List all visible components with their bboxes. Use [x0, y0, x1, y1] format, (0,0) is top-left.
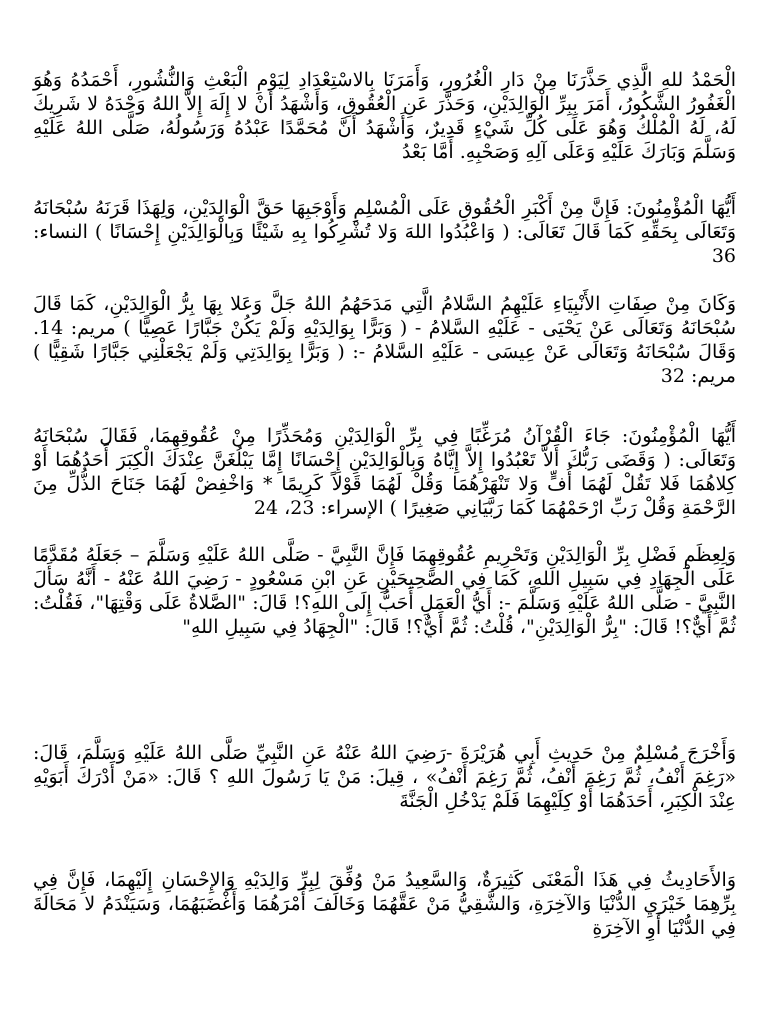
paragraph-prophets-kindness: وَكَانَ مِنْ صِفَاتِ الأَنْبِيَاءِ عَلَيْهِمُ السَّلامُ الَّتِي مَدَحَهُمُ اللهُ جَلَّ وَعَلا بِهَا بِرُّ الْوَالِدَيْنِ، كَمَا قَالَ سُبْحَانَهُ وَتَعَالَى عَنْ يَحْيَى - عَلَيْهِ السَّلامُ - ( وَبَرًّا بِوَالِدَيْهِ وَلَمْ يَكُنْ جَبَّارًا عَصِيًّا ) مريم: 14. وَقَالَ سُبْحَانَهُ وَتَعَالَى عَنْ عِيسَى - عَلَيْهِ السَّلامُ -: ( وَبَرًّا بِوَالِدَتِي وَلَمْ يَجْعَلْنِي جَبَّارًا شَقِيًّا ) مريم: 32 [33, 293, 736, 387]
paragraph-closing: وَالأَحَادِيثُ فِي هَذَا الْمَعْنَى كَثِيرَةٌ، وَالسَّعِيدُ مَنْ وُفِّقَ لِبِرِّ وَالِدَيْهِ وَالإِحْسَانِ إِلَيْهِمَا، فَإِنَّ فِي بِرِّهِمَا خَيْرَيِ الدُّنْيَا وَالآخِرَةِ، وَالشَّقِيُّ مَنْ عَقَّهُمَا وَخَالَفَ أَمْرَهُمَا وَأَغْضَبَهُمَا، وَسَيَنْدَمُ لا مَحَالَةَ فِي الدُّنْيَا أَوِ الآخِرَةِ [33, 869, 736, 939]
paragraph-rights-of-parents: أَيُّهَا الْمُؤْمِنُونَ: فَإِنَّ مِنْ أَكْبَرِ الْحُقُوقِ عَلَى الْمُسْلِمِ وَأَوْجَبِهَا حَقَّ الْوَالِدَيْنِ، وَلِهَذَا قَرَنَهُ سُبْحَانَهُ وَتَعَالَى بِحَقِّهِ كَمَا قَالَ تَعَالَى: ( وَاعْبُدُوا اللهَ وَلا تُشْرِكُوا بِهِ شَيْئًا وَبِالْوَالِدَيْنِ إِحْسَانًا ) النساء: 36 [33, 197, 736, 267]
paragraph-quran-verses: أَيُّهَا الْمُؤْمِنُونَ: جَاءَ الْقُرْآنُ مُرَغِّبًا فِي بِرِّ الْوَالِدَيْنِ وَمُحَذِّرًا مِنْ عُقُوقِهِمَا، فَقَالَ سُبْحَانَهُ وَتَعَالَى: ( وَقَضَى رَبُّكَ أَلاَّ تَعْبُدُوا إِلاَّ إِيَّاهُ وَبِالْوَالِدَيْنِ إِحْسَانًا إِمَّا يَبْلُغَنَّ عِنْدَكَ الْكِبَرَ أَحَدُهُمَا أَوْ كِلاهُمَا فَلا تَقُلْ لَهُمَا أُفٍّ وَلا تَنْهَرْهُمَا وَقُلْ لَهُمَا قَوْلاً كَرِيمًا * وَاخْفِضْ لَهُمَا جَنَاحَ الذُّلِّ مِنَ الرَّحْمَةِ وَقُلْ رَبِّ ارْحَمْهُمَا كَمَا رَبَّيَانِي صَغِيرًا ) الإسراء: 23، 24 [33, 425, 736, 519]
paragraph-hadith-ibn-masud: وَلِعِظَمِ فَضْلِ بِرِّ الْوَالِدَيْنِ وَتَحْرِيمِ عُقُوقِهِمَا فَإِنَّ النَّبِيَّ - صَلَّى اللهُ عَلَيْهِ وَسَلَّمَ – جَعَلَهُ مُقَدَّمًا عَلَى الْجِهَادِ فِي سَبِيلِ اللهِ، كَمَا فِي الصَّحِيحَيْنِ عَنِ ابْنِ مَسْعُودٍ - رَضِيَ اللهُ عَنْهُ - أَنَّهُ سَأَلَ النَّبِيَّ - صَلَّى اللهُ عَلَيْهِ وَسَلَّمَ -: أَيُّ الْعَمَلِ أَحَبُّ إِلَى اللهِ؟! قَالَ: "الصَّلاةُ عَلَى وَقْتِهَا"، فَقُلْتُ: ثُمَّ أَيٌّ؟! قَالَ: "بِرُّ الْوَالِدَيْنِ"، قُلْتُ: ثُمَّ أَيٌّ؟! قَالَ: "الْجِهَادُ فِي سَبِيلِ اللهِ" [33, 544, 736, 638]
paragraph-opening-praise: الْحَمْدُ للهِ الَّذِي حَذَّرَنَا مِنْ دَارِ الْغُرُورِ، وَأَمَرَنَا بِالاسْتِعْدَادِ لِيَوْمِ الْبَعْثِ وَالنُّشُورِ، أَحْمَدُهُ وَهُوَ الْغَفُورُ الشَّكُورُ، أَمَرَ بِبِرِّ الْوَالِدَيْنِ، وَحَذَّرَ عَنِ الْعُقُوقِ، وَأَشْهَدُ أَنْ لا إِلَهَ إِلاَّ اللهُ وَحْدَهُ لا شَرِيكَ لَهُ، لَهُ الْمُلْكُ وَهُوَ عَلَى كُلِّ شَيْءٍ قَدِيرٌ، وَأَشْهَدُ أَنَّ مُحَمَّدًا عَبْدُهُ وَرَسُولُهُ، صَلَّى اللهُ عَلَيْهِ وَسَلَّمَ وَبَارَكَ عَلَيْهِ وَعَلَى آلِهِ وَصَحْبِهِ. أَمَّا بَعْدُ [33, 69, 736, 163]
paragraph-hadith-abu-hurayrah: وَأَخْرَجَ مُسْلِمٌ مِنْ حَدِيثِ أَبِي هُرَيْرَةَ -رَضِيَ اللهُ عَنْهُ عَنِ النَّبِيِّ صَلَّى اللهُ عَلَيْهِ وَسَلَّمَ، قَالَ: «رَغِمَ أَنْفُ، ثُمَّ رَغِمَ أَنْفُ، ثُمَّ رَغِمَ أَنْفُ» ، قِيلَ: مَنْ يَا رَسُولَ اللهِ ؟ قَالَ: «مَنْ أَدْرَكَ أَبَوَيْهِ عِنْدَ الْكِبَرِ، أَحَدَهُمَا أَوْ كِلَيْهِمَا فَلَمْ يَدْخُلِ الْجَنَّةَ [33, 742, 736, 812]
